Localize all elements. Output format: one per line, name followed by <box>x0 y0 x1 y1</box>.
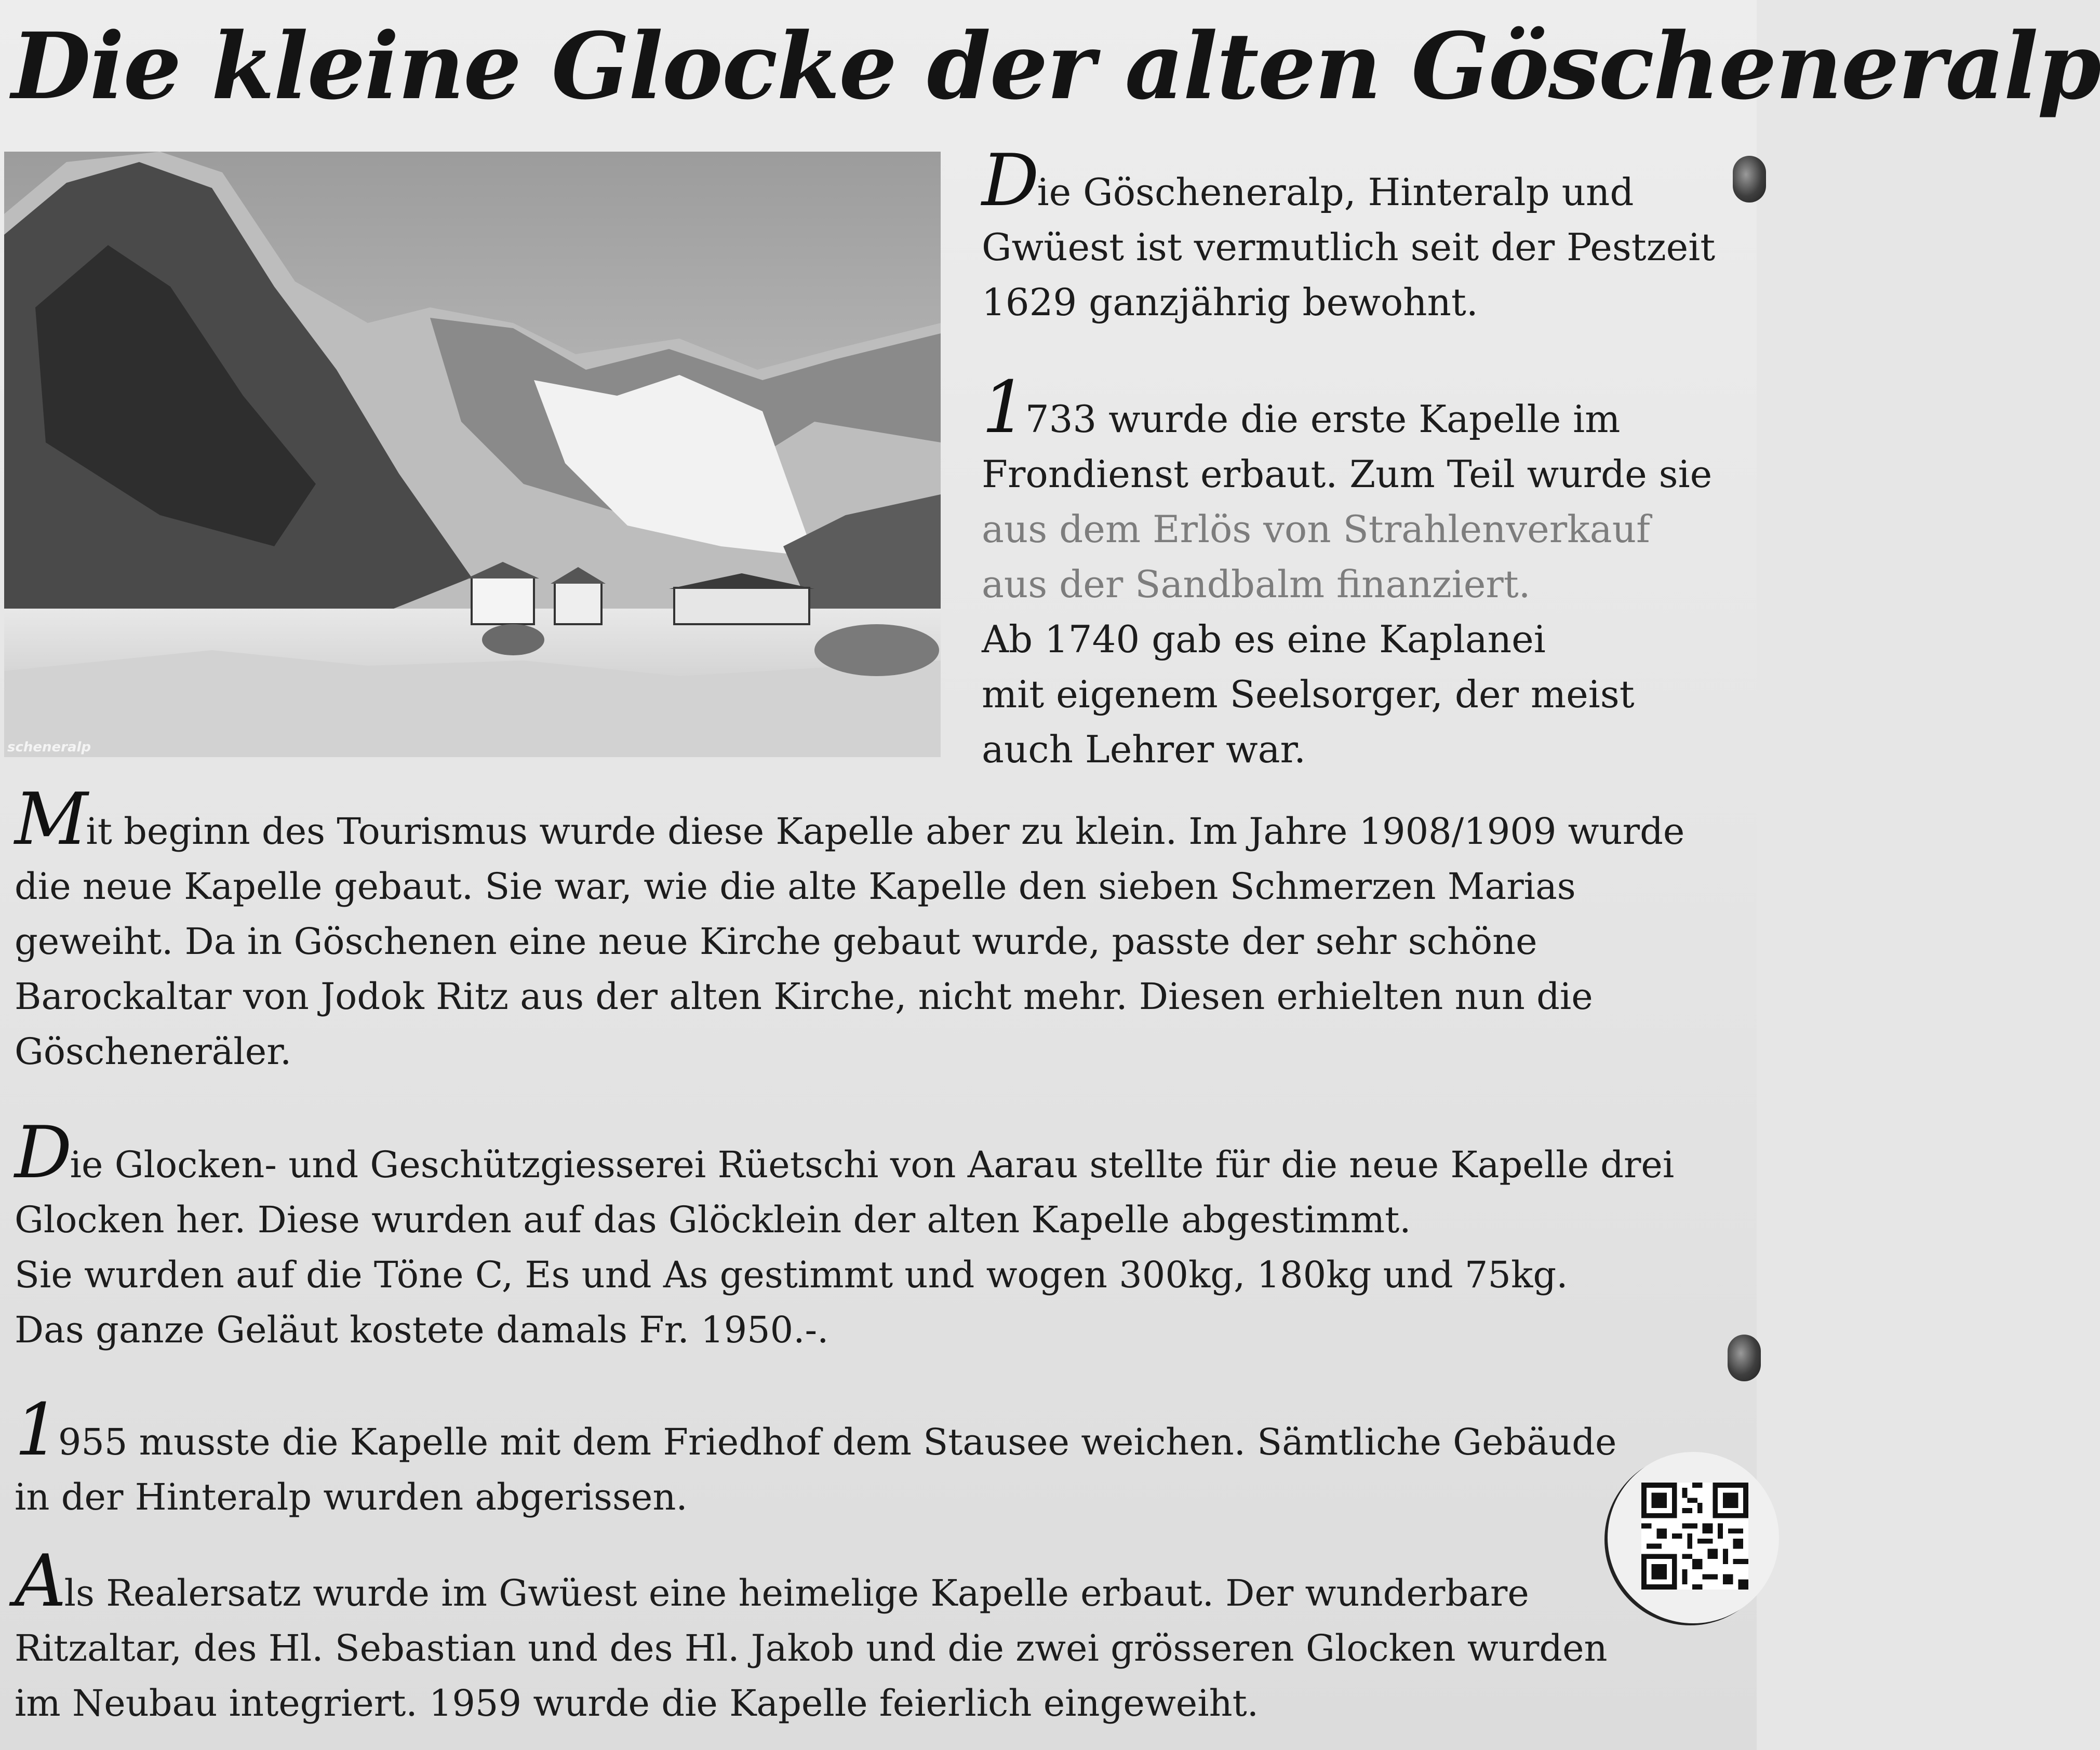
paragraph-reservoir <box>15 1388 1617 1525</box>
drop-cap: 1 <box>15 1388 60 1472</box>
paragraph-line: Frondienst erbaut. Zum Teil wurde sie <box>982 452 1713 496</box>
line-text: ie Glocken- und Geschützgiesserei Rüetschi von Aarau stellte für die neue Kapelle drei <box>70 1143 1675 1186</box>
drop-cap: A <box>15 1539 66 1623</box>
sign-title: Die kleine Glocke der alten Göscheneralp <box>11 12 2100 120</box>
line-text: 955 musste die Kapelle mit dem Friedhof dem Stausee weichen. Sämtliche Gebäude <box>58 1421 1617 1463</box>
line-text: ls Realersatz wurde im Gwüest eine heimelige Kapelle erbaut. Der wunderbare <box>64 1572 1529 1614</box>
paragraph-line: Sie wurden auf die Töne C, Es und As gestimmt und wogen 300kg, 180kg und 75kg. <box>15 1254 1568 1296</box>
paragraph-line: Ritzaltar, des Hl. Sebastian und des Hl. Jakob und die zwei grösseren Glocken wurden <box>15 1627 1608 1670</box>
paragraph-line: Das ganze Geläut kostete damals Fr. 1950.-. <box>15 1309 829 1351</box>
paragraph-line: auch Lehrer war. <box>982 728 1306 771</box>
mounting-screw <box>1728 1335 1761 1381</box>
drop-cap: D <box>15 1111 72 1194</box>
paragraph-line: Barockaltar von Jodok Ritz aus der alten Kirche, nicht mehr. Diesen erhielten nun die <box>15 975 1593 1018</box>
paragraph-line <box>15 1388 1617 1472</box>
drop-cap: D <box>982 139 1039 222</box>
paragraph-line: in der Hinteralp wurden abgerissen. <box>15 1476 688 1518</box>
line-text: it beginn des Tourismus wurde diese Kapelle aber zu klein. Im Jahre 1908/1909 wurde <box>86 810 1685 853</box>
paragraph-replacement <box>15 1539 1608 1731</box>
paragraph-first-chapel <box>982 366 1713 777</box>
line-text: ie Göscheneralp, Hinteralp und <box>1037 170 1634 214</box>
paragraph-line: 1629 ganzjährig bewohnt. <box>982 280 1478 324</box>
paragraph-settlement <box>982 139 1716 330</box>
paragraph-line <box>15 1539 1608 1623</box>
paragraph-line: aus dem Erlös von Strahlenverkauf <box>982 507 1650 551</box>
paragraph-line: mit eigenem Seelsorger, der meist <box>982 672 1635 716</box>
paragraph-line: im Neubau integriert. 1959 wurde die Kapelle feierlich eingeweiht. <box>15 1682 1259 1725</box>
paragraph-line: Glocken her. Diese wurden auf das Glöcklein der alten Kapelle abgestimmt. <box>15 1199 1411 1241</box>
paragraph-line <box>15 777 1685 861</box>
paragraph-line: die neue Kapelle gebaut. Sie war, wie die alte Kapelle den sieben Schmerzen Marias <box>15 865 1576 908</box>
paragraph-line: geweiht. Da in Göschenen eine neue Kirche gebaut wurde, passte der sehr schöne <box>15 920 1537 963</box>
mounting-screw <box>1733 156 1766 203</box>
drop-cap: M <box>15 777 88 861</box>
line-text: 733 wurde die erste Kapelle im <box>1025 397 1621 441</box>
paragraph-line: Ab 1740 gab es eine Kaplanei <box>982 617 1546 661</box>
qr-code[interactable] <box>1641 1483 1748 1590</box>
qr-code-icon <box>1641 1483 1748 1590</box>
paragraph-bells <box>15 1111 1675 1357</box>
paragraph-line <box>982 139 1715 222</box>
paragraph-line <box>15 1111 1675 1194</box>
drop-cap: 1 <box>982 366 1027 449</box>
paragraph-line: Gwüest ist vermutlich seit der Pestzeit <box>982 225 1716 269</box>
historic-photo <box>4 152 941 757</box>
paragraph-new-chapel <box>15 777 1685 1079</box>
photo-caption: scheneralp <box>7 739 91 755</box>
paragraph-line <box>982 366 1712 449</box>
paragraph-line: aus der Sandbalm finanziert. <box>982 562 1531 606</box>
paragraph-line: Göscheneräler. <box>15 1030 292 1073</box>
mountain-landscape-image <box>4 152 941 757</box>
